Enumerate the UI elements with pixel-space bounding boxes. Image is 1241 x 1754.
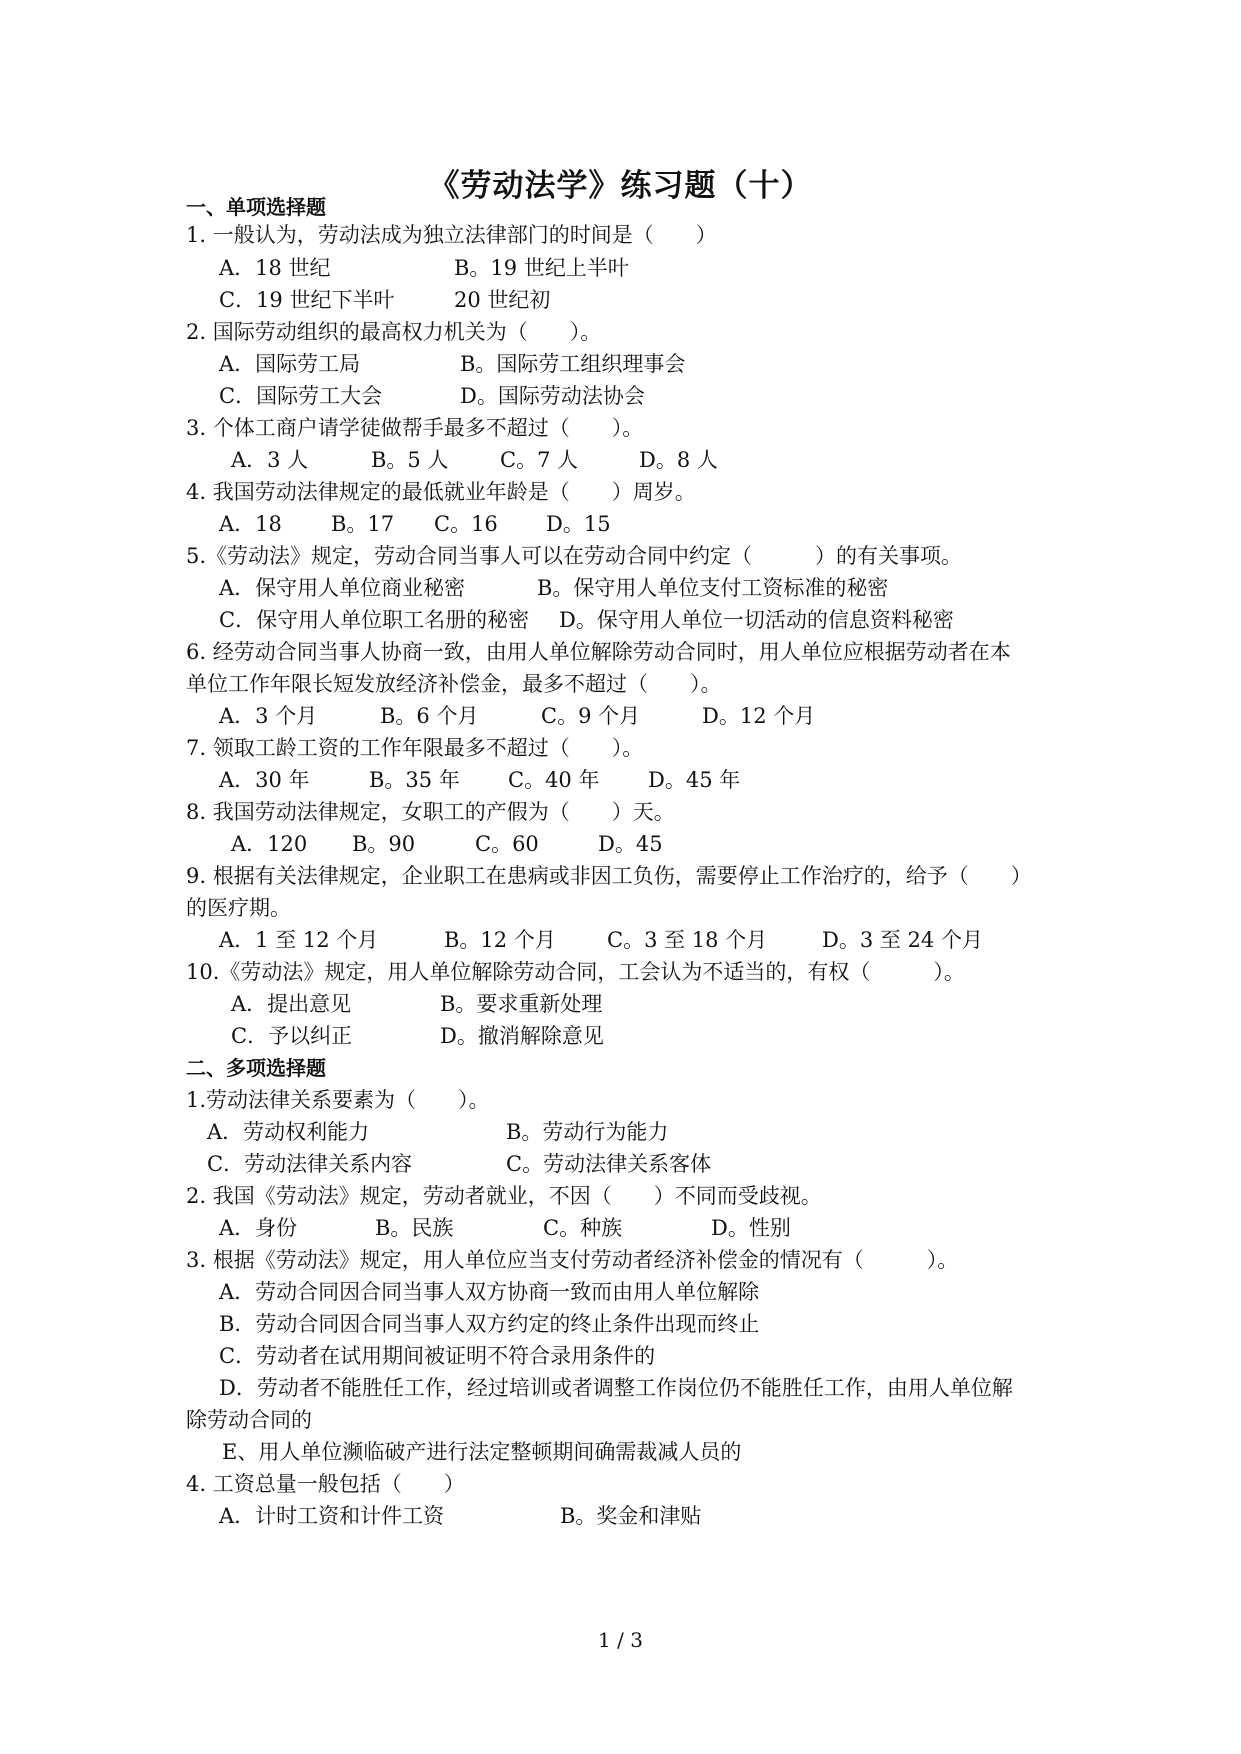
option-d: D。国际劳动法协会 <box>460 384 645 408</box>
option-a: A．劳动权利能力 <box>207 1120 370 1144</box>
question-stem: 1.劳动法律关系要素为（ ）。 <box>186 1088 490 1112</box>
option-d: D。8 人 <box>639 448 718 472</box>
question-options-row <box>0 828 1241 861</box>
question-options-row <box>0 572 1241 605</box>
question-stem: 4. 工资总量一般包括（ ） <box>186 1472 465 1496</box>
option-c: C．保守用人单位职工名册的秘密 <box>219 608 530 632</box>
section-heading-multiple-choice: 二、多项选择题 <box>186 1056 326 1080</box>
option-c: C。60 <box>475 832 539 856</box>
option-d: D。性别 <box>711 1216 791 1240</box>
option-c: C．劳动法律关系内容 <box>207 1152 413 1176</box>
option-d: 20 世纪初 <box>454 288 551 312</box>
option-d-continued: 除劳动合同的 <box>186 1408 312 1432</box>
option-b: B。劳动行为能力 <box>506 1120 669 1144</box>
question-options-row <box>0 1148 1241 1181</box>
question-options-row <box>0 700 1241 733</box>
option-c: C．19 世纪下半叶 <box>219 288 395 312</box>
option-b: B。民族 <box>375 1216 454 1240</box>
option-e: E、用人单位濒临破产进行法定整顿期间确需裁减人员的 <box>222 1440 742 1464</box>
option-d: D．劳动者不能胜任工作，经过培训或者调整工作岗位仍不能胜任工作，由用人单位解 <box>219 1376 1013 1400</box>
question-options-row <box>0 380 1241 413</box>
question-options-row <box>0 1212 1241 1245</box>
option-d: D。保守用人单位一切活动的信息资料秘密 <box>559 608 954 632</box>
option-b: B。国际劳工组织理事会 <box>460 352 686 376</box>
option-b: B。5 人 <box>371 448 449 472</box>
option-b: B。保守用人单位支付工资标准的秘密 <box>537 576 889 600</box>
option-c: C。40 年 <box>508 768 600 792</box>
option-a: A．3 个月 <box>219 704 318 728</box>
option-d: D。3 至 24 个月 <box>822 928 983 952</box>
question-stem: 8. 我国劳动法律规定，女职工的产假为（ ）天。 <box>186 800 675 824</box>
option-a: A．18 世纪 <box>219 256 331 280</box>
question-stem: 1. 一般认为，劳动法成为独立法律部门的时间是（ ） <box>186 223 717 247</box>
question-options-row <box>0 924 1241 957</box>
option-a: A．提出意见 <box>231 992 352 1016</box>
option-a: A．30 年 <box>219 768 310 792</box>
question-stem: 9. 根据有关法律规定，企业职工在患病或非因工负伤，需要停止工作治疗的，给予（ ） <box>186 864 1032 888</box>
question-options-row <box>0 604 1241 637</box>
question-stem: 6. 经劳动合同当事人协商一致，由用人单位解除劳动合同时，用人单位应根据劳动者在本 <box>186 640 1011 664</box>
option-d: D。撤消解除意见 <box>440 1024 604 1048</box>
question-options-row <box>0 444 1241 477</box>
option-a: A．保守用人单位商业秘密 <box>219 576 466 600</box>
page-number: 1 / 3 <box>598 1628 643 1652</box>
question-options-row <box>0 1020 1241 1053</box>
document-title: 《劳动法学》练习题（十） <box>428 168 813 204</box>
option-c: C．予以纠正 <box>231 1024 353 1048</box>
question-options-row <box>0 252 1241 285</box>
question-options-row <box>0 764 1241 797</box>
question-options-row <box>0 1116 1241 1149</box>
question-options-row <box>0 988 1241 1021</box>
option-b: B。要求重新处理 <box>440 992 603 1016</box>
question-stem: 3. 根据《劳动法》规定，用人单位应当支付劳动者经济补偿金的情况有（ ）。 <box>186 1248 959 1272</box>
question-options-row <box>0 348 1241 381</box>
question-stem-continued: 单位工作年限长短发放经济补偿金，最多不超过（ ）。 <box>186 672 722 696</box>
question-stem: 2. 国际劳动组织的最高权力机关为（ ）。 <box>186 320 602 344</box>
question-stem: 4. 我国劳动法律规定的最低就业年龄是（ ）周岁。 <box>186 480 696 504</box>
option-d: D。45 <box>598 832 663 856</box>
option-b: B。奖金和津贴 <box>560 1504 702 1528</box>
option-c: C。16 <box>434 512 498 536</box>
section-heading-single-choice: 一、单项选择题 <box>186 195 326 219</box>
option-d: D。12 个月 <box>702 704 816 728</box>
question-options-row <box>0 284 1241 317</box>
question-options-row <box>0 1500 1241 1533</box>
option-a: A．120 <box>231 832 308 856</box>
option-c: C。3 至 18 个月 <box>607 928 768 952</box>
question-stem: 3. 个体工商户请学徒做帮手最多不超过（ ）。 <box>186 416 644 440</box>
option-d: D。15 <box>546 512 611 536</box>
option-c: C．国际劳工大会 <box>219 384 383 408</box>
option-c: C。9 个月 <box>541 704 641 728</box>
option-b: B．劳动合同因合同当事人双方约定的终止条件出现而终止 <box>219 1312 760 1336</box>
option-a: A．国际劳工局 <box>219 352 361 376</box>
option-a: A．18 <box>219 512 282 536</box>
option-b: B。19 世纪上半叶 <box>454 256 629 280</box>
option-a: A．1 至 12 个月 <box>219 928 379 952</box>
option-a: A．3 人 <box>231 448 309 472</box>
option-c: C．劳动者在试用期间被证明不符合录用条件的 <box>219 1344 656 1368</box>
option-d: C。劳动法律关系客体 <box>506 1152 712 1176</box>
question-stem: 10.《劳动法》规定，用人单位解除劳动合同，工会认为不适当的，有权（ ）。 <box>186 960 965 984</box>
question-stem: 5.《劳动法》规定，劳动合同当事人可以在劳动合同中约定（ ）的有关事项。 <box>186 544 963 568</box>
question-stem: 7. 领取工龄工资的工作年限最多不超过（ ）。 <box>186 736 644 760</box>
question-stem: 2. 我国《劳动法》规定，劳动者就业，不因（ ）不同而受歧视。 <box>186 1184 822 1208</box>
option-d: D。45 年 <box>648 768 741 792</box>
option-b: B。90 <box>352 832 416 856</box>
option-b: B。12 个月 <box>444 928 556 952</box>
option-c: C。7 人 <box>500 448 579 472</box>
option-c: C。种族 <box>543 1216 623 1240</box>
option-b: B。17 <box>331 512 395 536</box>
option-b: B。6 个月 <box>380 704 479 728</box>
option-a: A．计时工资和计件工资 <box>219 1504 445 1528</box>
option-a: A．劳动合同因合同当事人双方协商一致而由用人单位解除 <box>219 1280 760 1304</box>
option-b: B。35 年 <box>369 768 460 792</box>
question-options-row <box>0 508 1241 541</box>
option-a: A．身份 <box>219 1216 298 1240</box>
question-stem-continued: 的医疗期。 <box>186 896 291 920</box>
